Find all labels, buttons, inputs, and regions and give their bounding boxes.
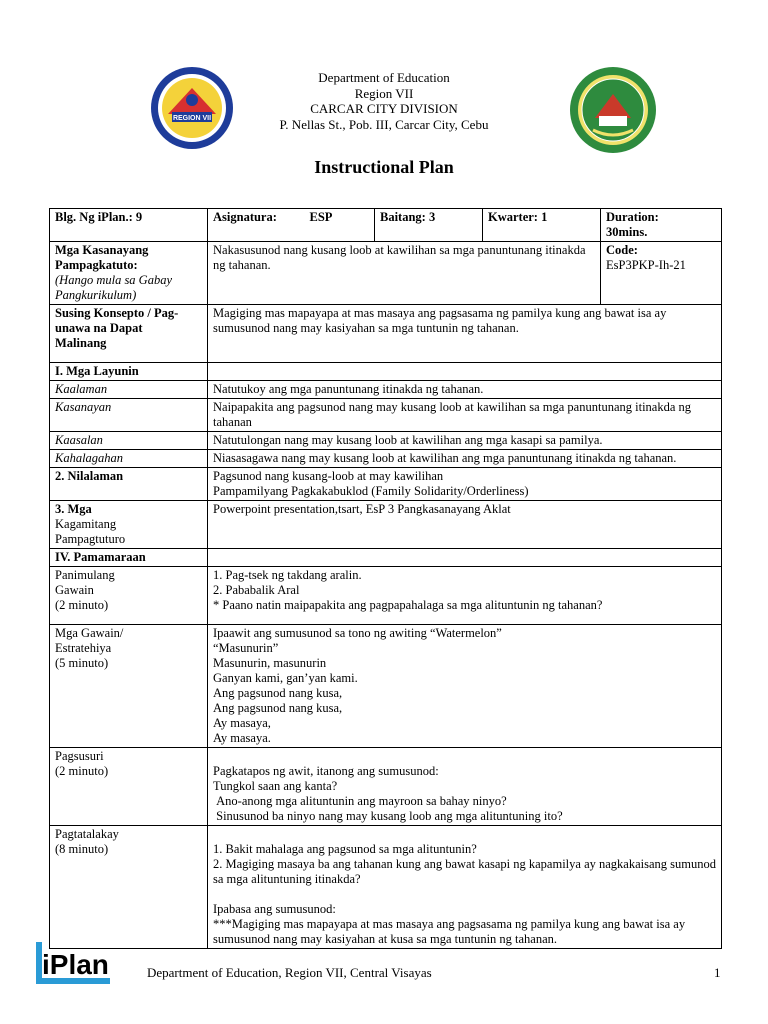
kagamitan-text: Powerpoint presentation,tsart, EsP 3 Pangkasanayang Aklat [208, 501, 722, 549]
kasanayan-row-text: Naipapakita ang pagsunod nang may kusang loob at kawilihan sa mga panuntunang itinakda ng tahanan [208, 399, 722, 432]
iplan-number: Blg. Ng iPlan.: 9 [50, 209, 208, 242]
asignatura-label: Asignatura: [208, 209, 305, 242]
pamamaraan-heading: IV. Pamamaraan [50, 549, 208, 567]
kahalagahan-text: Niasasagawa nang may kusang loob at kawilihan ang mga panuntunang itinakda ng tahanan. [208, 450, 722, 468]
iplan-logo-text: iPlan [42, 949, 109, 980]
baitang: Baitang: 3 [375, 209, 483, 242]
kwarter: Kwarter: 1 [483, 209, 601, 242]
kagamitan-label: 3. Mga Kagamitang Pampagtuturo [50, 501, 208, 549]
kahalagahan-label: Kahalagahan [50, 450, 208, 468]
table-row [50, 826, 722, 949]
document-title: Instructional Plan [314, 157, 454, 177]
table-row [50, 549, 722, 567]
instructional-plan-table [49, 208, 722, 949]
nilalaman-label: 2. Nilalaman [50, 468, 208, 501]
footer-text: Department of Education, Region VII, Central Visayas [147, 965, 432, 980]
pagsusuri-text: Pagkatapos ng awit, itanong ang sumusunod: Tungkol saan ang kanta? Ano-anong mga alituntunin ang mayroon sa bahay ninyo? Sinusunod ba ninyo nang may kusang loob ang mga alituntuning ito? [208, 748, 722, 826]
table-row [50, 399, 722, 432]
table-row [50, 432, 722, 450]
code-cell: Code: EsP3PKP-Ih-21 [601, 242, 722, 305]
susing-label: Susing Konsepto / Pag- unawa na Dapat Malinang [50, 305, 208, 363]
header-address: P. Nellas St., Pob. III, Carcar City, Cebu [279, 116, 489, 132]
table-row [50, 305, 722, 363]
panimulang-text: 1. Pag-tsek ng takdang aralin. 2. Pababalik Aral * Paano natin maipapakita ang pagpapahalaga sa mga alituntunin ng tahanan? [208, 567, 722, 625]
nilalaman-text: Pagsunod nang kusang-loob at may kawilihan Pampamilyang Pagkakabuklod (Family Solidarity/Orderliness) [208, 468, 722, 501]
header-region: Region VII [354, 85, 414, 101]
kasanayan-text: Nakasusunod nang kusang loob at kawilihan sa mga panuntunang itinakda ng tahanan. [208, 242, 601, 305]
table-row [50, 242, 722, 305]
table-row [50, 748, 722, 826]
pagtatalakay-label: Pagtatalakay (8 minuto) [50, 826, 208, 949]
gawain-text: Ipaawit ang sumusunod sa tono ng awiting “Watermelon” “Masunurin” Masunurin, masunurin Ganyan kami, gan’yan kami. Ang pagsunod nang kusa, Ang pagsunod nang kusa, Ay masaya, Ay masaya. [208, 625, 722, 748]
kaalaman-label: Kaalaman [50, 381, 208, 399]
page-number: 1 [714, 965, 721, 980]
seal-region-text: REGION VII [172, 115, 212, 122]
asignatura-value: ESP [305, 209, 375, 242]
table-row [50, 209, 722, 242]
layunin-heading: I. Mga Layunin [50, 363, 208, 381]
table-row [50, 501, 722, 549]
header-division: CARCAR CITY DIVISION [310, 101, 458, 116]
susing-text: Magiging mas mapayapa at mas masaya ang pagsasama ng pamilya kung ang bawat isa ay sumusunod nang may kasiyahan sa mga tuntunin ng tahanan. [208, 305, 722, 363]
table-row [50, 450, 722, 468]
document-header [0, 70, 768, 132]
header-department: Department of Education [318, 70, 450, 85]
kasanayan-label: Mga Kasanayang Pampagkatuto: (Hango mula sa Gabay Pangkurikulum) [50, 242, 208, 305]
iplan-logo [36, 940, 110, 984]
table-row [50, 363, 722, 381]
duration: Duration: 30mins. [601, 209, 722, 242]
pagsusuri-label: Pagsusuri (2 minuto) [50, 748, 208, 826]
table-row [50, 468, 722, 501]
table-row [50, 567, 722, 625]
gawain-label: Mga Gawain/ Estratehiya (5 minuto) [50, 625, 208, 748]
table-row [50, 381, 722, 399]
kasanayan-row-label: Kasanayan [50, 399, 208, 432]
kaasalan-text: Natutulongan nang may kusang loob at kawilihan ang mga kasapi sa pamilya. [208, 432, 722, 450]
pagtatalakay-text: 1. Bakit mahalaga ang pagsunod sa mga alituntunin? 2. Magiging masaya ba ang tahanan kung ang bawat kasapi ng kapamilya ay nagkakaisang sumunod sa mga alituntuning itinakda? Ipabasa ang sumusunod: ***Magiging mas mapayapa at mas masaya ang pagsasama ng pamilya kung ang bawat isa ay sumusunod nang may kasiyahan at kusa sa mga tuntunin ng tahanan. [208, 826, 722, 949]
kaasalan-label: Kaasalan [50, 432, 208, 450]
panimulang-label: Panimulang Gawain (2 minuto) [50, 567, 208, 625]
kaalaman-text: Natutukoy ang mga panuntunang itinakda ng tahanan. [208, 381, 722, 399]
table-row [50, 625, 722, 748]
